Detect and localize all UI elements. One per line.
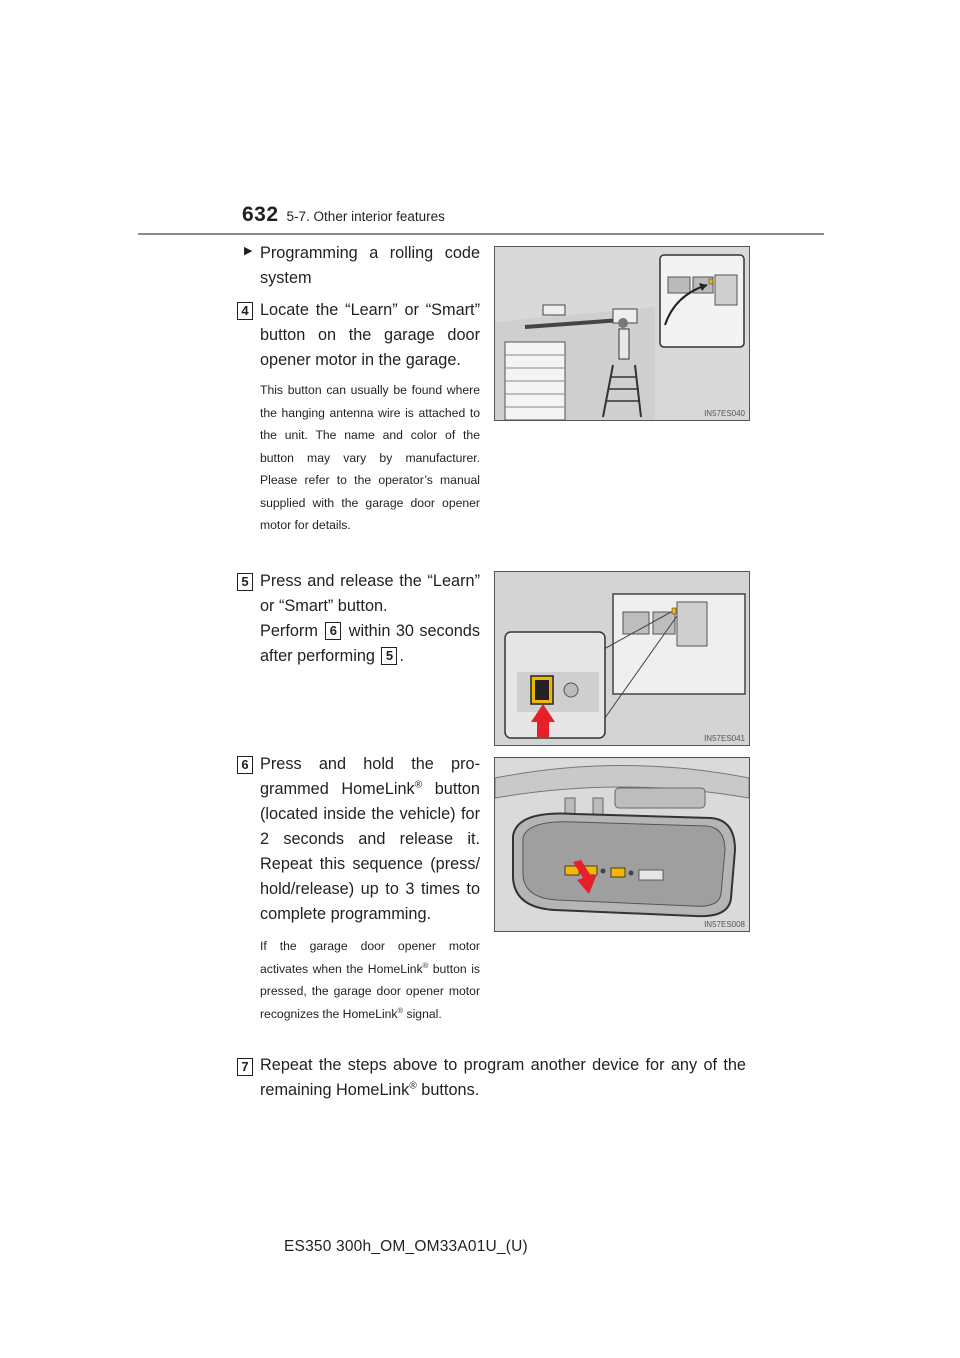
subheading: Programming a rolling code system bbox=[260, 244, 480, 287]
registered-mark: ® bbox=[397, 1005, 404, 1015]
step-4-note: This button can usually be found where the hanging antenna wire is attached to the unit. The name and color of the button may vary by manufacturer. Please refer to the operator’s manual supplied with the garage door opener motor for details. bbox=[260, 383, 480, 532]
step-5-text bbox=[260, 569, 480, 669]
figure-code: IN57ES041 bbox=[704, 734, 745, 743]
step-4-text bbox=[260, 298, 480, 537]
section-title: 5-7. Other interior features bbox=[286, 209, 445, 224]
step-ref-5: 5 bbox=[381, 647, 397, 665]
step-7-text: Repeat the steps above to program another device for any of the remaining HomeLink® buttons. bbox=[260, 1056, 746, 1099]
registered-mark: ® bbox=[414, 779, 423, 791]
step-number-5: 5 bbox=[237, 573, 253, 591]
figure-homelink-mirror bbox=[494, 757, 750, 932]
step-ref-6: 6 bbox=[325, 622, 341, 640]
registered-mark: ® bbox=[409, 1080, 417, 1092]
page-header bbox=[242, 203, 445, 227]
step-6-note: If the garage door opener motor activates when the HomeLink® button is pressed, the garage door opener motor recognizes the HomeLink® signal. bbox=[260, 939, 481, 1021]
step-6-text bbox=[260, 752, 480, 1025]
mirror-illustration bbox=[495, 758, 749, 931]
step-5-lead: Press and release the “Learn” or “Smart” button. bbox=[260, 572, 480, 615]
header-rule bbox=[138, 233, 824, 235]
step-number-7: 7 bbox=[237, 1058, 253, 1076]
figure-code: IN57ES040 bbox=[704, 409, 745, 418]
page-number: 632 bbox=[242, 203, 279, 226]
garage-illustration bbox=[495, 247, 749, 420]
figure-garage-opener bbox=[494, 246, 750, 421]
step-number-4: 4 bbox=[237, 302, 253, 320]
registered-mark: ® bbox=[422, 960, 429, 970]
figure-code: IN57ES008 bbox=[704, 920, 745, 929]
learn-button-illustration bbox=[495, 572, 749, 745]
step-5-perform: Perform 6 within 30 seconds after performing 5 . bbox=[260, 622, 481, 665]
footer-code: ES350 300h_OM_OM33A01U_(U) bbox=[284, 1238, 528, 1255]
step-6-lead: Press and hold the pro-grammed HomeLink® button (located inside the vehicle) for 2 seconds and release it. Repeat this sequence (press/ hold/release) up to 3 times to complete programming. bbox=[260, 755, 480, 923]
figure-learn-button bbox=[494, 571, 750, 746]
step-4-lead: Locate the “Learn” or “Smart” button on the garage door opener motor in the garage. bbox=[260, 301, 480, 369]
triangle-bullet-icon: ▶ bbox=[244, 245, 253, 257]
step-number-6: 6 bbox=[237, 756, 253, 774]
